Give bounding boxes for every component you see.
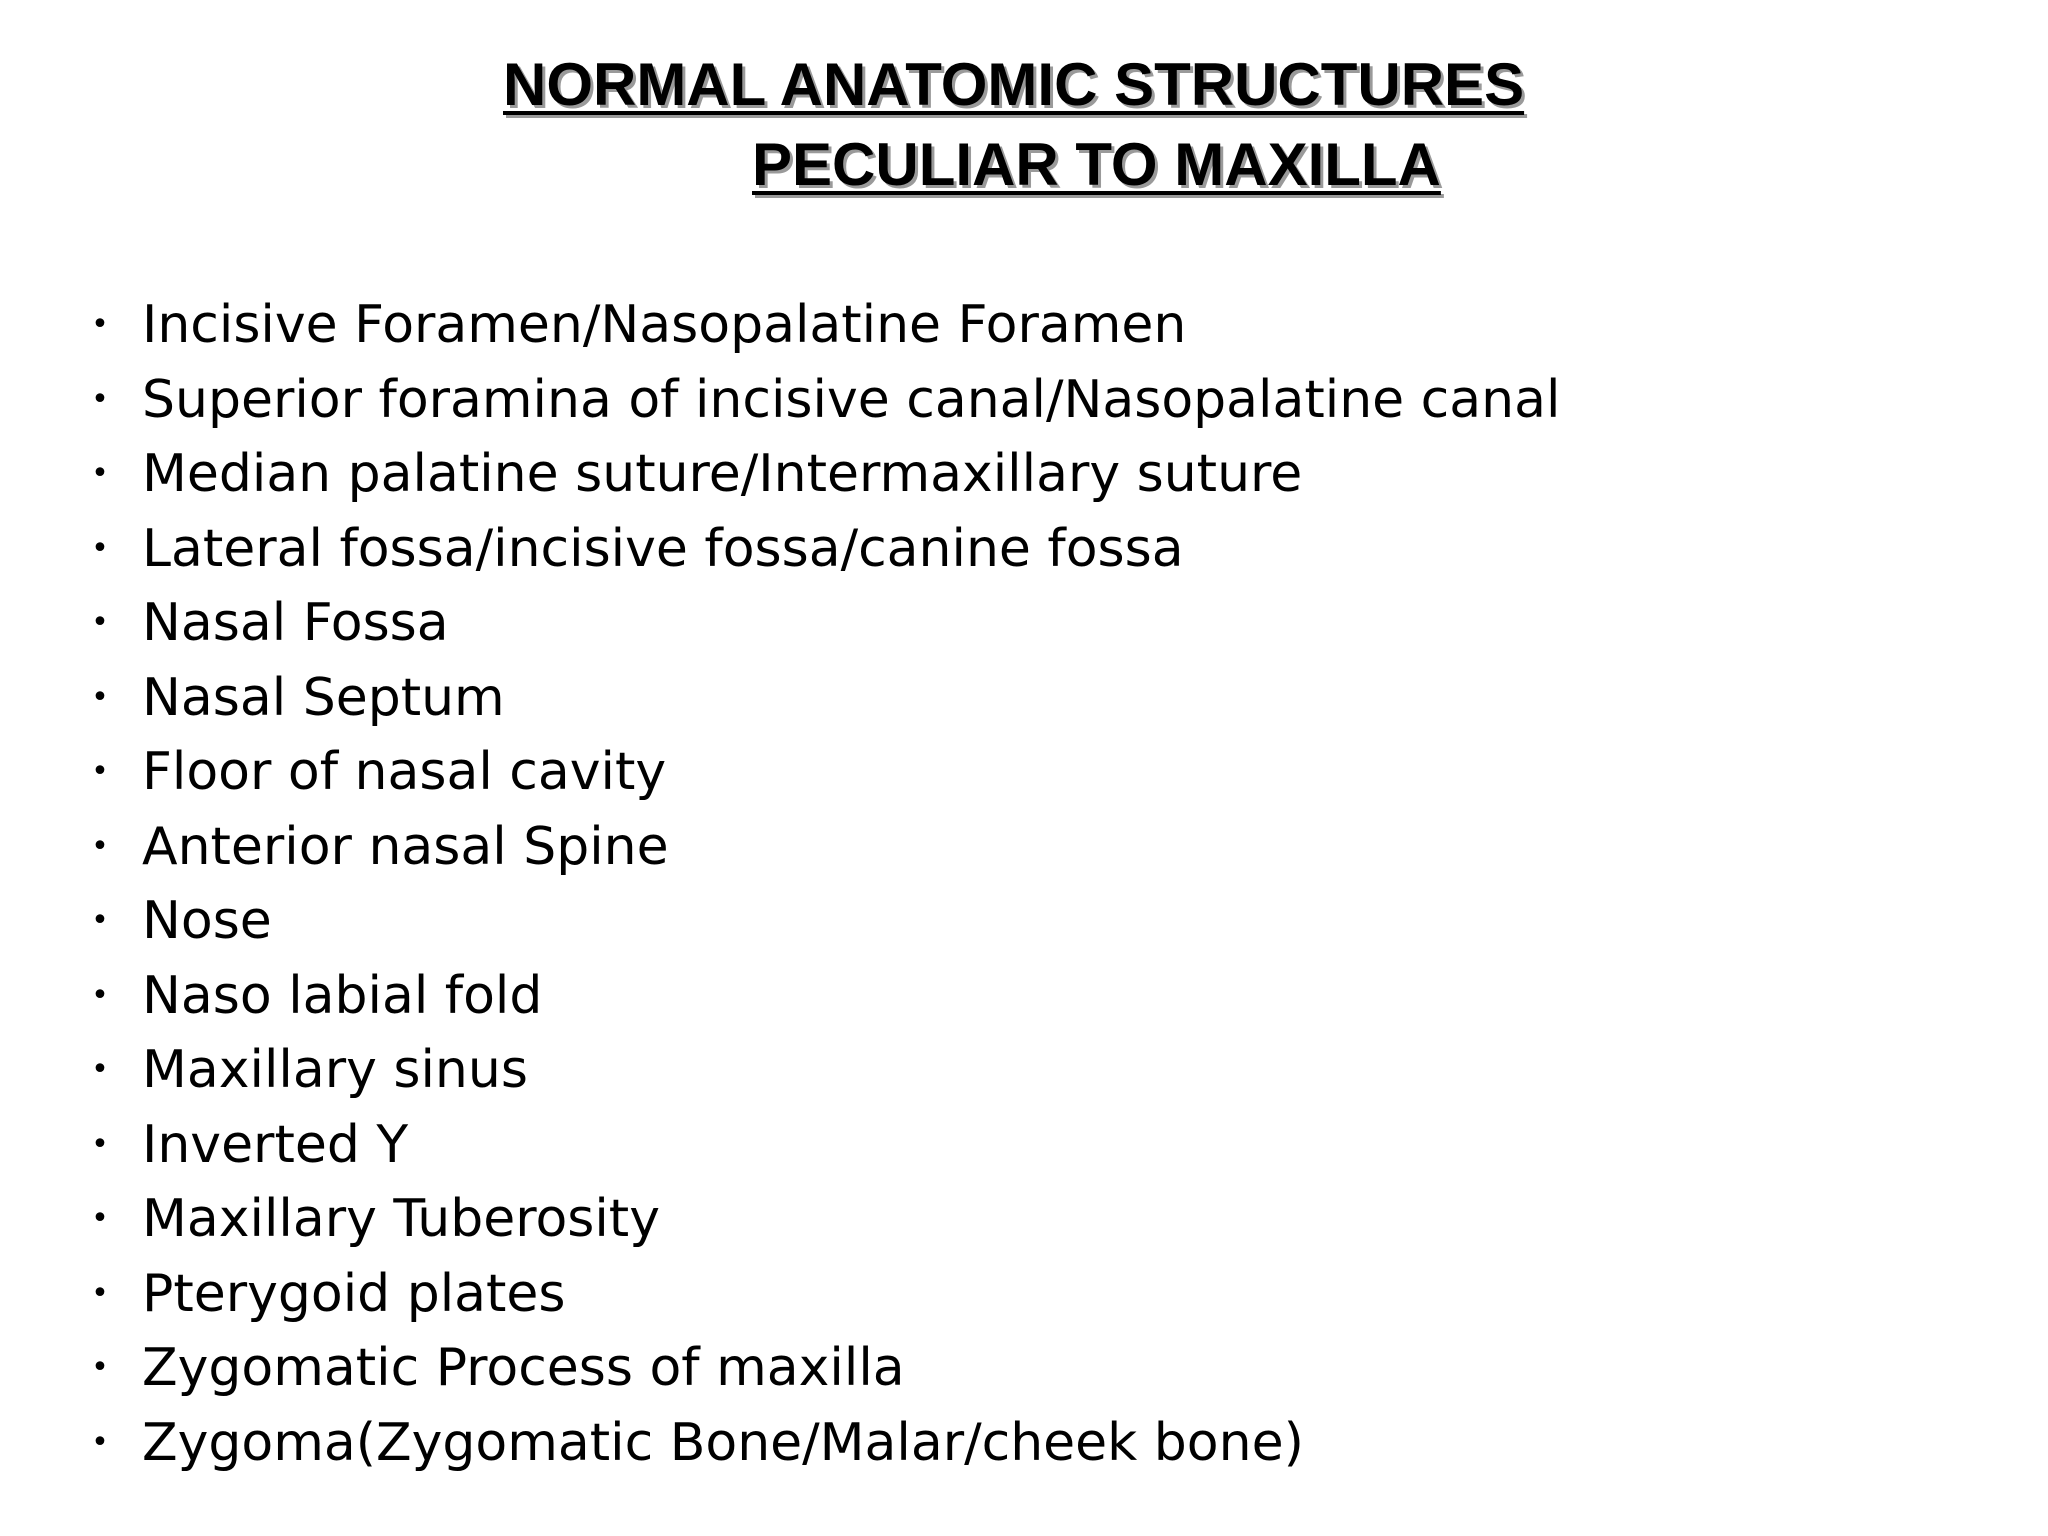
list-item-text: Median palatine suture/Intermaxillary suture	[142, 444, 1303, 504]
bullet-icon: •	[91, 903, 109, 938]
list-item-text: Nasal Septum	[142, 667, 505, 728]
bullet-icon: •	[91, 1350, 109, 1385]
list-item-text: Naso labial fold	[142, 965, 543, 1026]
list-item-text: Maxillary Tuberosity	[142, 1189, 660, 1249]
list-item-text: Superior foramina of incisive canal/Nasopalatine canal	[142, 369, 1561, 430]
bullet-icon: •	[91, 1052, 109, 1087]
bullet-icon: •	[91, 828, 109, 864]
list-item-text: Maxillary sinus	[142, 1040, 528, 1100]
list-item-text: Nose	[142, 891, 272, 951]
bullet-icon: •	[91, 1275, 109, 1311]
bullet-icon: •	[91, 679, 109, 715]
list-item-text: Nasal Fossa	[142, 593, 449, 653]
bullet-icon: •	[91, 1126, 109, 1162]
list-item-text: Floor of nasal cavity	[142, 742, 667, 802]
slide-title-line-2: PECULIAR TO MAXILLA	[752, 131, 1441, 198]
list-item-text: Inverted Y	[142, 1114, 409, 1175]
list-item-text: Incisive Foramen/Nasopalatine Foramen	[142, 295, 1187, 355]
bullet-icon: •	[91, 754, 109, 789]
bullet-icon: •	[91, 530, 109, 566]
bullet-icon: •	[91, 977, 109, 1013]
list-item-text: Zygoma(Zygomatic Bone/Malar/cheek bone)	[142, 1412, 1304, 1473]
bullet-icon: •	[91, 381, 109, 417]
bullet-icon: •	[91, 1201, 109, 1236]
bullet-icon: •	[91, 605, 109, 640]
list-item-text: Pterygoid plates	[142, 1263, 566, 1324]
slide-title-line-1: NORMAL ANATOMIC STRUCTURES	[503, 51, 1525, 118]
bullet-icon: •	[91, 456, 109, 491]
list-item-text: Lateral fossa/incisive fossa/canine fossa	[142, 518, 1184, 579]
bullet-icon: •	[91, 307, 109, 342]
list-item-text: Zygomatic Process of maxilla	[142, 1338, 905, 1398]
bullet-icon: •	[91, 1424, 109, 1460]
list-item-text: Anterior nasal Spine	[142, 816, 669, 877]
